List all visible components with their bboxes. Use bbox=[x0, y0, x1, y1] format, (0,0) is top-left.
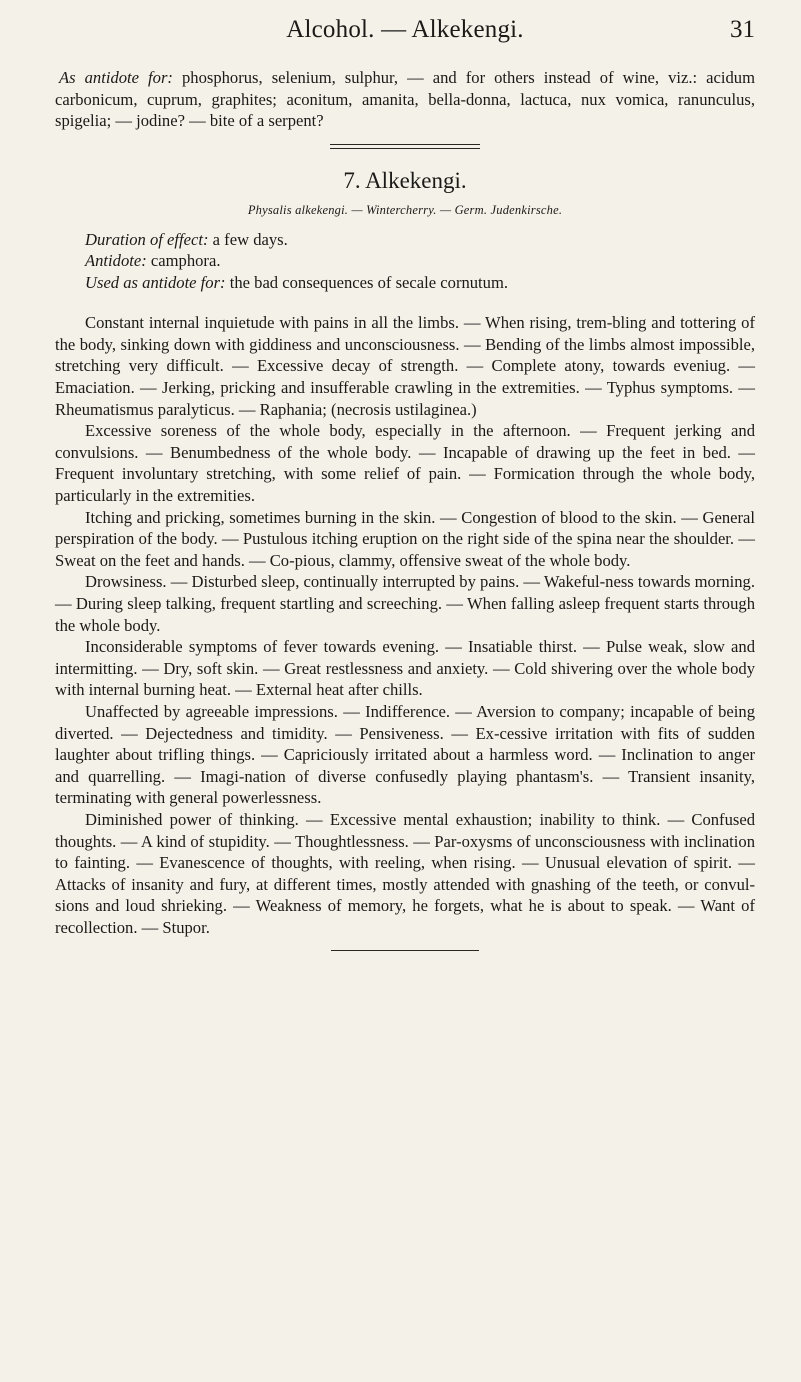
antidote-label: As antidote for: bbox=[59, 68, 173, 87]
symptoms-body bbox=[55, 312, 755, 938]
antidote-text: phosphorus, selenium, sulphur, — and for others instead of wine, viz.: acidum carbonicum, cuprum, graphites; aconitum, amanita, bella-donna, lactuca, nux vomica, ranunculus, spigelia; — jodine? — bite of a serpent? bbox=[55, 68, 755, 131]
end-rule bbox=[331, 950, 479, 951]
section-synonyms: Physalis alkekengi. — Wintercherry. — Germ. Judenkirsche. bbox=[247, 202, 563, 217]
used-as-antidote-line bbox=[55, 272, 755, 294]
symptom-paragraph-soreness: Excessive soreness of the whole body, especially in the afternoon. — Frequent jerking and convulsions. — Benumbedness of the whole body. — Incapable of drawing up the feet in bed. — Frequent involuntary stretching, with some relief of pain. — Formication through the whole body, particularly in the extremities. bbox=[55, 421, 755, 506]
running-title: Alcohol. — Alkekengi. bbox=[286, 16, 524, 43]
duration-label: Duration of effect: bbox=[85, 229, 209, 249]
symptom-paragraph-fever: Inconsiderable symptoms of fever towards evening. — Insatiable thirst. — Pulse weak, slow and intermitting. — Dry, soft skin. — Great restlessness and anxiety. — Cold shivering over the whole body with internal burning heat. — External heat after chills. bbox=[55, 637, 755, 700]
section-title: 7. Alkekengi. bbox=[343, 167, 467, 193]
page-number: 31 bbox=[730, 16, 755, 43]
section-divider-rule bbox=[330, 144, 480, 149]
symptom-paragraph-skin: Itching and pricking, sometimes burning in the skin. — Congestion of blood to the skin. — General perspiration of the body. — Pustulous itching eruption on the right side of the spina near the shoulder. — Sweat on the feet and hands. — Co-pious, clammy, offensive sweat of the whole body. bbox=[55, 507, 755, 570]
duration-line bbox=[55, 229, 755, 251]
symptom-paragraph-sleep: Drowsiness. — Disturbed sleep, continually interrupted by pains. — Wakeful-ness towards morning. — During sleep talking, frequent startling and screeching. — When falling asleep frequent starts through the whole body. bbox=[55, 572, 755, 635]
symptom-paragraph-mood: Unaffected by agreeable impressions. — Indifference. — Aversion to company; incapable of being diverted. — Dejectedness and timidity. — Pensiveness. — Ex-cessive irritation with fits of sudden laughter about trifling things. — Capriciously irritated about a harmless word. — Inclination to anger and quarrelling. — Imagi-nation of diverse confusedly playing phantasm's. — Transient insanity, terminating with general powerlessness. bbox=[55, 701, 755, 808]
symptom-paragraph-mind: Diminished power of thinking. — Excessive mental exhaustion; inability to think. — Confused thoughts. — A kind of stupidity. — Thoughtlessness. — Par-oxysms of unconsciousness with inclination to fainting. — Evanescence of thoughts, with reeling, when rising. — Unusual elevation of spirit. — Attacks of insanity and fury, at different times, mostly attended with gnashing of the teeth, or convul-sions and loud shrieking. — Weakness of memory, he forgets, what he is about to speak. — Want of recollection. — Stupor. bbox=[55, 809, 755, 937]
antidote-line-label: Antidote: bbox=[85, 251, 147, 271]
used-as-antidote-label: Used as antidote for: bbox=[85, 272, 226, 292]
used-as-antidote-value: the bad consequences of secale cornutum. bbox=[225, 272, 509, 292]
section-meta bbox=[55, 229, 755, 294]
running-header bbox=[55, 16, 755, 54]
symptom-paragraph-general: Constant internal inquietude with pains in all the limbs. — When rising, trem-bling and tottering of the body, sinking down with giddiness and unconsciousness. — Bending of the limbs almost impossible, stretching very difficult. — Excessive decay of strength. — Complete atony, towards eveniug. — Emaciation. — Jerking, pricking and insufferable crawling in the extremities. — Typhus symptoms. — Rheumatismus paralyticus. — Raphania; (necrosis ustilaginea.) bbox=[55, 313, 755, 419]
antidote-line bbox=[55, 250, 755, 272]
antidote-continued-paragraph bbox=[55, 67, 755, 132]
antidote-line-value: camphora. bbox=[146, 251, 221, 271]
duration-value: a few days. bbox=[208, 229, 288, 249]
book-page bbox=[55, 16, 755, 951]
